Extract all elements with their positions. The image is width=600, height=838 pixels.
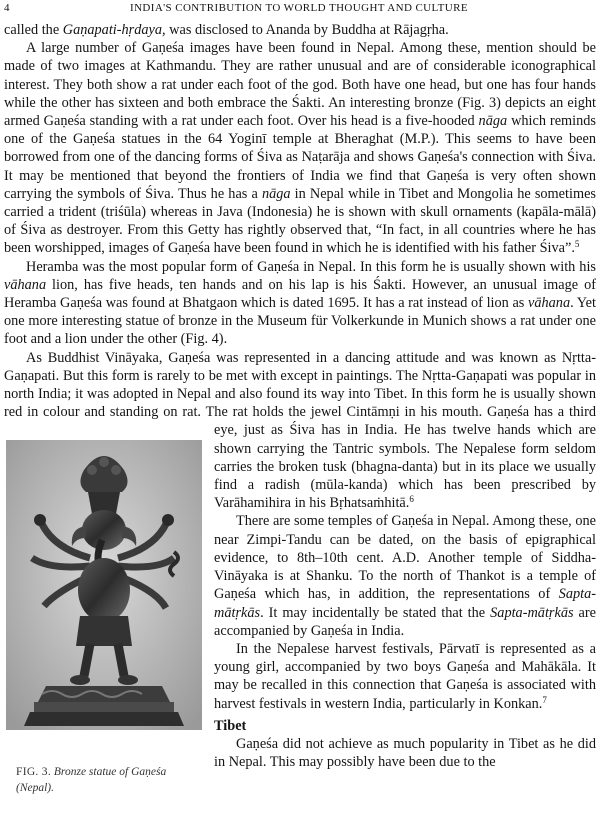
text-run: called the [4,22,63,38]
page-header [4,0,594,16]
text-run: In the Nepalese harvest festivals, Pārvatī is represented as a young girl, accompanied by two boys Gaṇeśa and Mahākāla. It may be recalled in this connection that Gaṇeśa is associated with harvest festivals in western India, particularly in Konkan. [214,640,596,712]
paragraph [4,39,596,257]
text-run: lion, has five heads, ten hands and on his lap is his Śakti. However, an unusual image of Heramba Gaṇeśa was found at Bhatgaon which is dated 1695. It has a rat instead of lion as [4,276,596,312]
figure-label: FIG. 3. [16,766,52,778]
italic-term: Gaṇapati-hṛdaya, [62,22,166,38]
text-run: As Buddhist Vināyaka, Gaṇeśa was represented in a dancing attitude and was known as Nṛtta-Gaṇapati. But this form is rarely to be met with except in paintings. The Nṛtta-Gaṇapati was popular in north India; it was adopted in Nepal and also found its way into Tibet. In this form he is usually shown red in colour and standing on rat. The rat holds the jewel Cintāmṇi in his mouth. Gaṇeśa has a third eye, just as Śiva has in India. He has twelve hands which are shown carrying the Tantric symbols. The Nepalese form seldom carries the broken tusk (bhagna-danta) but in its place we usually find a radish (mūla-kanda) which has been prescribed by Varāhamihira in his Bṛhatsaṁhitā. [4,349,596,512]
figure-3 [0,438,207,816]
text-run: was disclosed to Ananda by Buddha at Rājagṛha. [165,22,449,38]
footnote-ref: 6 [409,494,414,505]
text-run: . It may incidentally be stated that the [260,604,491,621]
figure-caption-text: Bronze statue of Gaṇeśa (Nepal). [16,766,167,794]
page-number: 4 [4,2,10,14]
text-run: Tibet [214,717,247,734]
ganesha-bronze-photo [6,440,202,730]
footnote-ref: 5 [574,239,580,250]
italic-term: vāhana [528,295,571,312]
running-head: INDIA'S CONTRIBUTION TO WORLD THOUGHT AND CULTURE [130,2,468,14]
text-run: Heramba was the most popular form of Gaṇeśa in Nepal. In this form he is usually shown with his [26,258,596,275]
italic-term: Sapta-mātṛkās [490,604,574,621]
text-run: A large number of Gaṇeśa images have been found in Nepal. Among these, mention should be made of two images at Kathmandu. They are rather unusual and are of considerable iconographical interest. They both show a rat under each foot of the god. Both have one head, but one has four hands while the other has sixteen and both embrace the Śakti. An interesting bronze (Fig. 3) depicts an eight armed Gaṇeśa standing with a rat under each foot. Over his head is a five-hooded [4,40,596,130]
italic-term: nāga [478,113,508,130]
footnote-ref: 7 [542,694,547,705]
paragraph [4,21,596,39]
text-run: Gaṇeśa did not achieve as much popularity in Tibet as he did in Nepal. This may possibly have been due to the [214,735,596,771]
text-run: There are some temples of Gaṇeśa in Nepal. Among these, one near Zimpi-Tandu can be dated, on the basis of epigraphical evidence, to 8th–10th cent. A.D. Another temple of Siddha-Vināyaka is at Shanku. To the north of Thankot is a temple of Gaṇeśa which has, in addition, the representations of [214,513,596,603]
paragraph [4,258,596,349]
figure-caption [16,764,196,796]
text-run: are accompanied by Gaṇeśa in India. [214,604,596,639]
text-run: which reminds one of the Gaṇeśa statues in the 64 Yoginī temple at Bheraghat (M.P.). This seems to have been borrowed from one of the dancing forms of Śiva as Naṭarāja and shows Gaṇeśa's connection with Śiva. It may be mentioned that beyond the frontiers of India we find that Gaṇeśa is very often shown carrying the symbols of Śiva. Thus he has a [4,113,596,202]
italic-term: vāhana [4,276,47,293]
italic-term: Sapta-mātṛkās [214,586,596,621]
text-run: in Nepal while in Tibet and Mongolia he sometimes carried a trident (triśūla) whereas in Java (Indonesia) he is shown with skull ornaments (kapāla-mālā) of Śiva as destroyer. From this Getty has rightly observed that, “In fact, in all countries where he has been worshipped, images of Gaṇeśa have been found in which he is identified with his father Śiva”. [4,185,596,257]
text-run: . Yet one more interesting statue of bronze in the Museum für Volkerkunde in Munich shows a rat under one foot and a lion under the other (Fig. 4). [4,295,596,348]
italic-term: nāga [261,185,291,202]
